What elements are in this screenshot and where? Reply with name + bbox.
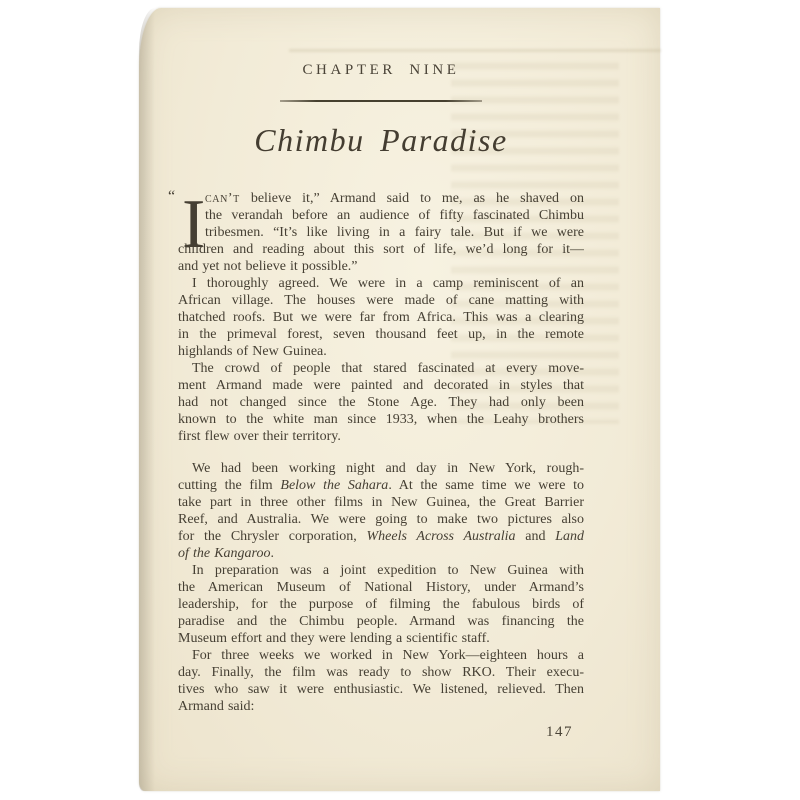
text-segment: . <box>270 546 274 561</box>
text-line <box>178 275 584 292</box>
chapter-heading: CHAPTER NINE <box>302 62 460 78</box>
text-line <box>178 681 584 698</box>
text-segment: cutting the film <box>178 478 281 493</box>
text-segment: day. Finally, the film was ready to show RKO. Their execu- <box>178 665 584 680</box>
text-line <box>178 258 584 275</box>
opening-quote: “ <box>168 188 176 205</box>
text-segment: . At the same time we were to <box>388 478 584 493</box>
text-line <box>178 528 584 545</box>
text-segment: for the Chrysler corporation, <box>178 529 367 544</box>
text-line <box>178 326 584 343</box>
text-segment: thatched roofs. But we were far from Africa. This was a clearing <box>178 310 584 325</box>
book-page <box>139 8 660 791</box>
text-line <box>178 494 584 511</box>
heading-rule <box>280 100 482 102</box>
text-segment: the American Museum of National History, under Armand’s <box>178 580 584 595</box>
text-line <box>178 292 584 309</box>
text-line <box>178 241 584 258</box>
paragraph <box>178 647 584 715</box>
text-line <box>178 190 584 207</box>
text-line <box>178 698 584 715</box>
text-segment: The crowd of people that stared fascinated at every move- <box>192 361 584 376</box>
spine-shadow <box>139 8 155 791</box>
italic-text: of the Kangaroo <box>178 546 271 561</box>
text-line <box>178 207 584 224</box>
text-line <box>178 411 584 428</box>
text-segment: first flew over their territory. <box>178 429 341 444</box>
paragraph <box>168 186 584 275</box>
text-segment: highlands of New Guinea. <box>178 344 327 359</box>
text-line <box>178 477 584 494</box>
paragraph <box>178 360 584 445</box>
text-segment: and yet not believe it possible.” <box>178 259 358 274</box>
text-line <box>178 579 584 596</box>
text-segment: Museum effort and they were lending a scientific staff. <box>178 631 490 646</box>
text-segment: ment Armand made were painted and decorated in styles that <box>178 378 584 393</box>
drop-cap: I <box>182 186 206 263</box>
text-line <box>178 309 584 326</box>
text-segment: in the primeval forest, seven thousand feet up, in the remote <box>178 327 584 342</box>
text-line <box>178 545 584 562</box>
text-segment: and <box>515 529 556 544</box>
text-segment: tribesmen. “It’s like living in a fairy tale. But if we were <box>205 225 584 240</box>
text-segment: leadership, for the purpose of filming the fabulous birds of <box>178 597 584 612</box>
text-line <box>178 377 584 394</box>
page-title: Chimbu Paradise <box>254 122 508 158</box>
body-text <box>168 186 584 715</box>
text-segment: the verandah before an audience of fifty fascinated Chimbu <box>205 208 584 223</box>
text-line <box>178 360 584 377</box>
text-line <box>178 343 584 360</box>
text-segment: had not changed since the Stone Age. They had only been <box>178 395 584 410</box>
text-segment: tives who saw it were enthusiastic. We listened, relieved. Then <box>178 682 584 697</box>
text-segment: take part in three other films in New Guinea, the Great Barrier <box>178 495 584 510</box>
italic-text: Land <box>555 529 584 544</box>
text-line <box>178 596 584 613</box>
text-segment: Armand said: <box>178 699 255 714</box>
text-line <box>178 224 584 241</box>
show-through-rule <box>289 49 661 52</box>
text-segment: believe it,” Armand said to me, as he shaved on <box>239 191 584 206</box>
text-line <box>178 394 584 411</box>
paragraph <box>178 562 584 647</box>
page-number: 147 <box>546 724 573 740</box>
italic-text: Below the Sahara <box>280 478 389 493</box>
text-segment: African village. The houses were made of cane matting with <box>178 293 584 308</box>
text-segment: known to the white man since 1933, when the Leahy brothers <box>178 412 584 427</box>
text-segment: We had been working night and day in New York, rough- <box>192 461 584 476</box>
text-line <box>178 428 584 445</box>
text-line <box>178 511 584 528</box>
text-line <box>178 460 584 477</box>
text-segment: children and reading about this sort of life, we’d long for it— <box>178 242 584 257</box>
text-line <box>178 613 584 630</box>
text-line <box>178 664 584 681</box>
text-segment: In preparation was a joint expedition to New Guinea with <box>192 563 584 578</box>
italic-text: Wheels Across Australia <box>366 529 516 544</box>
text-line <box>178 647 584 664</box>
text-segment: paradise and the Chimbu people. Armand was financing the <box>178 614 584 629</box>
text-segment: Reef, and Australia. We were going to make two pictures also <box>178 512 584 527</box>
text-line <box>178 562 584 579</box>
text-segment: I thoroughly agreed. We were in a camp reminiscent of an <box>192 276 584 291</box>
text-line <box>178 630 584 647</box>
paragraph <box>178 460 584 562</box>
text-segment: For three weeks we worked in New York—eighteen hours a <box>192 648 584 663</box>
paragraph <box>178 275 584 360</box>
text-segment: can’t <box>205 191 240 206</box>
